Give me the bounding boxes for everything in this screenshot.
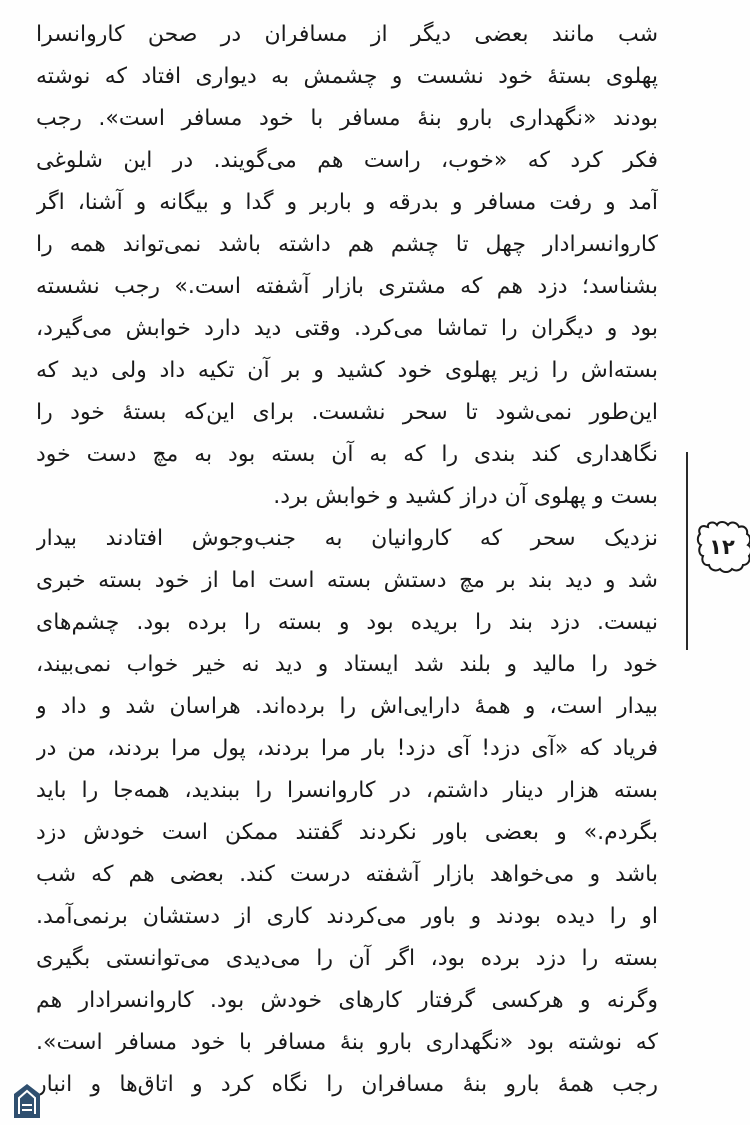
text-line: شد و دید بند بر مچ دستش بسته است اما از خود بسته خبری <box>36 568 658 593</box>
text-line: فکر کرد که «خوب، راست هم می‌گویند. در این شلوغی <box>36 148 658 173</box>
text-line: بود و دیگران را تماشا می‌کرد. وقتی دید دارد خوابش می‌گیرد، <box>36 316 658 341</box>
text-line: کاروانسرادار چهل تا چشم هم داشته باشد نمی‌تواند همه را <box>36 232 658 257</box>
text-line: بسته‌اش را زیر پهلوی خود کشید و بر آن تکیه داد ولی دید که <box>36 358 658 383</box>
text-line: خود را مالید و بلند شد ایستاد و دید نه خیر خواب نمی‌بیند، <box>36 652 658 677</box>
text-line: فریاد که «آی دزد! آی دزد! بار مرا بردند، پول مرا بردند، من در <box>36 736 658 761</box>
text-line: بسته را دزد برده بود، اگر آن را می‌دیدی می‌توانستی بگیری <box>36 946 658 971</box>
page-text <box>36 14 658 1106</box>
text-line: این‌طور نمی‌شود تا سحر نشست. برای این‌که بستهٔ خود را <box>36 400 658 425</box>
text-line: نگاهداری کند بندی را که به آن بسته بود به مچ دست خود <box>36 442 658 467</box>
text-line: بشناسد؛ دزد هم که مشتری بازار آشفته است.» رجب نشسته <box>36 274 658 299</box>
text-line: بسته هزار دینار داشتم، در کاروانسرا را ببندید، همه‌جا را باید <box>36 778 658 803</box>
text-line: وگرنه و هرکسی گرفتار کارهای خودش بود. کاروانسرادار هم <box>36 988 658 1013</box>
text-line: او را دیده بودند و باور می‌کردند کاری از دستشان برنمی‌آمد. <box>36 904 658 929</box>
text-line: بگردم.» و بعضی باور نکردند گفتند ممکن است خودش دزد <box>36 820 658 845</box>
text-line: بست و پهلوی آن دراز کشید و خوابش برد. <box>273 484 658 509</box>
text-line: نیست. دزد بند را بریده بود و بسته را برده بود. چشم‌های <box>36 610 658 635</box>
margin-rule <box>686 452 688 650</box>
text-line: پهلوی بستهٔ خود نشست و چشمش به دیواری افتاد که نوشته <box>36 64 658 89</box>
text-line: که نوشته بود «نگهداری بارو بنهٔ مسافر با خود مسافر است». <box>36 1030 658 1055</box>
page-number: ۱۲ <box>709 535 735 559</box>
text-line: بیدار است، و همهٔ دارایی‌اش را برده‌اند. هراسان شد و داد و <box>36 694 658 719</box>
text-line: نزدیک سحر که کاروانیان به جنب‌وجوش افتادند بیدار <box>36 526 658 551</box>
text-line: شب مانند بعضی دیگر از مسافران در صحن کاروانسرا <box>36 22 658 47</box>
text-line: آمد و رفت مسافر و بدرقه و باربر و گدا و بیگانه و آشنا، اگر <box>36 190 658 215</box>
publisher-logo-icon <box>10 1080 44 1120</box>
text-line: رجب همهٔ بارو بنهٔ مسافران را نگاه کرد و اتاق‌ها و انبار <box>36 1072 658 1097</box>
text-line: بودند «نگهداری بارو بنهٔ مسافر با خود مسافر است». رجب <box>36 106 658 131</box>
text-line: باشد و می‌خواهد بازار آشفته درست کند. بعضی هم که شب <box>36 862 658 887</box>
